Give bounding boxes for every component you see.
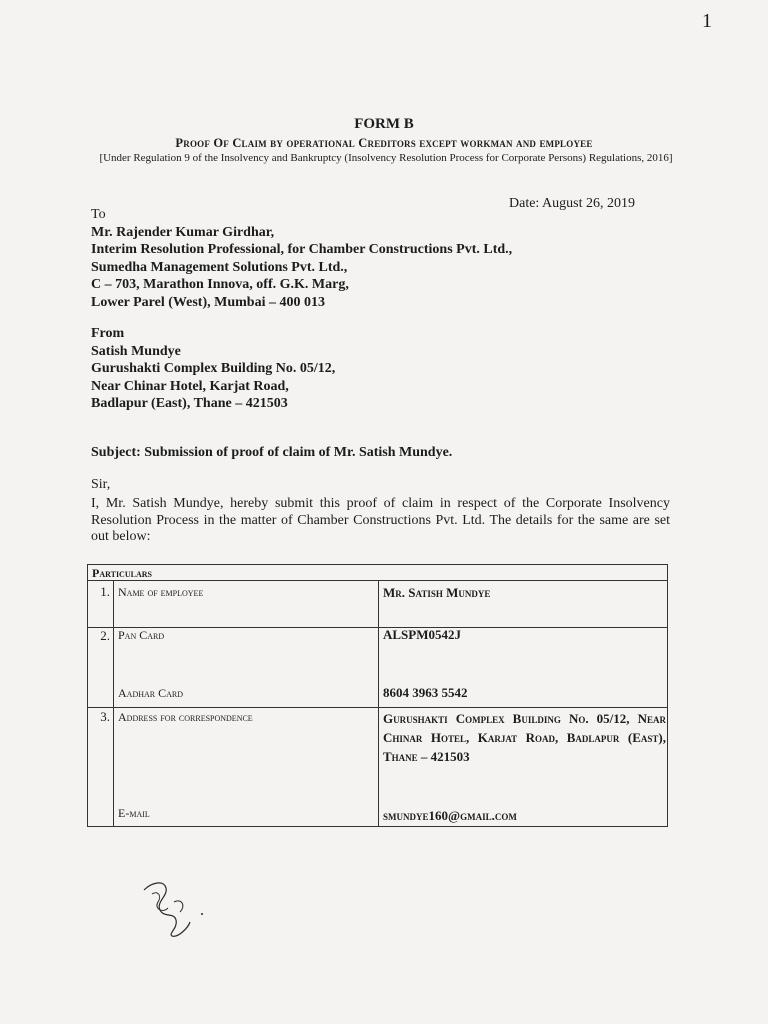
- page-mark: 1: [702, 10, 712, 32]
- table-divider: [378, 581, 379, 826]
- form-subtitle: Proof Of Claim by operational Creditors except workman and employee: [175, 136, 593, 150]
- row-label: Pan Card: [118, 628, 165, 642]
- table-divider: [88, 627, 667, 628]
- body-paragraph: I, Mr. Satish Mundye, hereby submit this proof of claim in respect of the Corporate Insolvency Resolution Process in the matter of Chamber Constructions Pvt. Ltd. The details for the same are set out below:: [91, 496, 670, 544]
- table-divider: [88, 707, 667, 708]
- from-address: [91, 325, 335, 413]
- to-line: Interim Resolution Professional, for Chamber Constructions Pvt. Ltd.,: [91, 242, 513, 258]
- row-value: Gurushakti Complex Building No. 05/12, Near Chinar Hotel, Karjat Road, Badlapur (East), Thane – 421503: [383, 711, 666, 764]
- to-label: To: [91, 207, 106, 222]
- row-label: Name of employee: [118, 585, 204, 599]
- row-value: ALSPM0542J: [383, 627, 461, 642]
- particulars-table: [87, 564, 668, 827]
- row-label: E-mail: [118, 806, 150, 820]
- from-line: Satish Mundye: [91, 343, 181, 359]
- table-divider: [113, 581, 114, 826]
- from-line: Near Chinar Hotel, Karjat Road,: [91, 378, 289, 394]
- row-number: 3.: [100, 709, 110, 724]
- table-header: Particulars: [88, 565, 667, 581]
- signature-image: [138, 872, 208, 942]
- to-address: [91, 206, 512, 312]
- from-label: From: [91, 326, 125, 341]
- to-line: C – 703, Marathon Innova, off. G.K. Marg,: [91, 277, 349, 293]
- from-line: Gurushakti Complex Building No. 05/12,: [91, 361, 336, 377]
- row-label: Address for correspondence: [118, 710, 253, 724]
- form-regulation: [Under Regulation 9 of the Insolvency and Bankruptcy (Insolvency Resolution Process for Corporate Persons) Regulations, 2016]: [99, 152, 673, 164]
- form-title: FORM B: [354, 116, 414, 132]
- row-value: 8604 3963 5542: [383, 685, 468, 700]
- to-line: Sumedha Management Solutions Pvt. Ltd.,: [91, 259, 348, 275]
- row-value: Mr. Satish Mundye: [383, 585, 491, 600]
- to-line: Lower Parel (West), Mumbai – 400 013: [91, 294, 325, 310]
- letter-date: Date: August 26, 2019: [509, 196, 635, 211]
- subject-line: Subject: Submission of proof of claim of Mr. Satish Mundye.: [91, 445, 453, 460]
- row-value: smundye160@gmail.com: [383, 808, 517, 823]
- to-line: Mr. Rajender Kumar Girdhar,: [91, 224, 275, 240]
- row-number: 2.: [100, 628, 110, 643]
- from-line: Badlapur (East), Thane – 421503: [91, 396, 288, 412]
- salutation: Sir,: [91, 477, 111, 492]
- row-label: Aadhar Card: [118, 686, 184, 700]
- row-number: 1.: [100, 584, 110, 599]
